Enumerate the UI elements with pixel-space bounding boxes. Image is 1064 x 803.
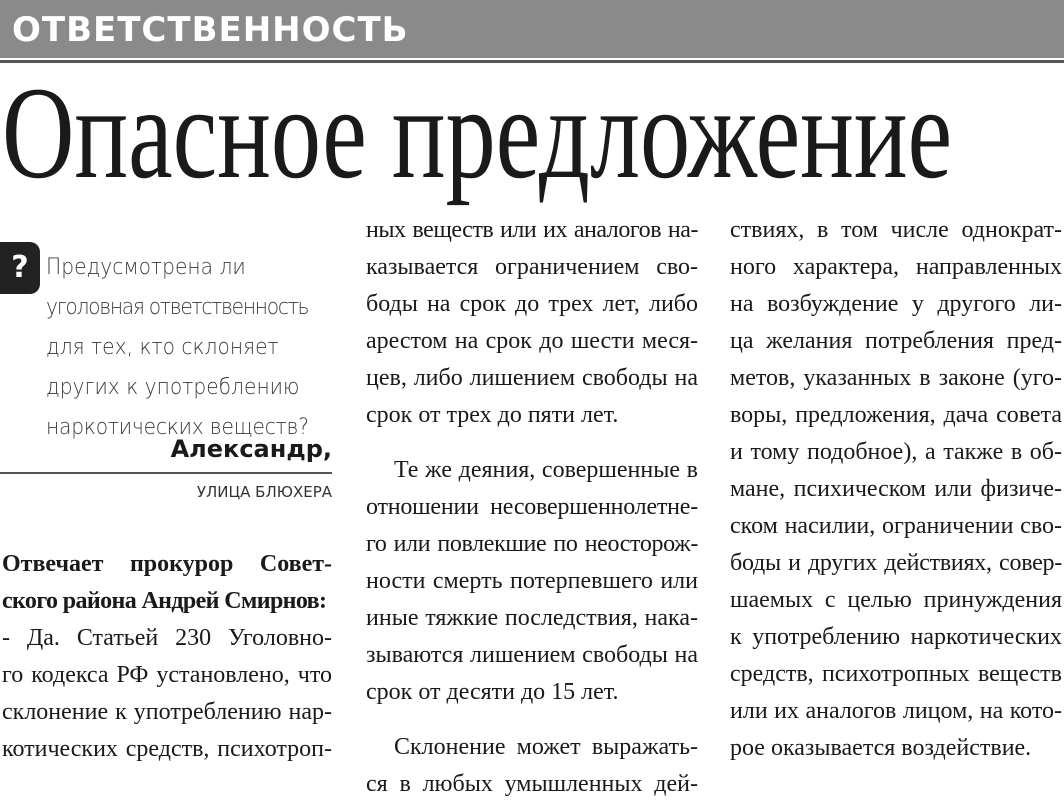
body-line: мане, психическом или физиче- [730,476,1062,502]
body-line: ся в любых умышленных дей- [366,771,698,797]
question-divider [0,472,332,474]
body-line: шаемых с целью принуждения [730,587,1062,613]
body-line: средств, психотропных веществ [730,661,1062,687]
body-line: и тому подобное), а также в об- [730,439,1062,465]
body-line: казывается ограничением сво- [366,254,698,280]
body-line: срок от трех до пяти лет. [366,402,619,428]
reader-question [46,248,313,448]
question-line: для тех, кто склоняет [46,335,279,360]
body-line: ности смерть потерпевшего или [366,568,698,594]
question-line: Предусмотрена ли [46,255,246,280]
body-line: ствиях, в том числе однократ- [730,217,1062,243]
body-line: боды на срок до трех лет, либо [366,291,698,317]
rubric-bar [0,0,1064,58]
body-line: ском насилии, ограничении сво- [730,513,1062,539]
body-line: воры, предложения, дача совета [730,402,1062,428]
text-column-2 [366,212,698,803]
body-line: го или повлекшие по неосторож- [366,531,698,557]
question-line: наркотических веществ? [46,415,309,440]
body-line: котических средств, психотроп- [2,736,332,762]
body-line: ного характера, направленных [730,254,1062,280]
body-line: ных веществ или их аналогов на- [366,217,698,243]
rubric-label: ОТВЕТСТВЕННОСТЬ [12,10,409,50]
body-line: го кодекса РФ установлено, что [2,662,332,688]
body-line: цев, либо лишением свободы на [366,365,698,391]
body-line: к употреблению наркотических [730,624,1062,650]
question-mark-icon: ? [0,242,40,294]
paragraph-gap [366,711,698,729]
body-line: или их аналогов лицом, на кото- [730,698,1062,724]
question-author-place: УЛИЦА БЛЮХЕРА [196,483,332,501]
answer-heading-line: Отвечает прокурор Совет- [2,551,332,577]
body-line: ца желания потребления пред- [730,328,1062,354]
body-line: на возбуждение у другого ли- [730,291,1062,317]
body-line: боды и других действиях, совер- [730,550,1062,576]
body-line: Склонение может выражать- [394,734,698,760]
body-line: зываются лишением свободы на [366,642,698,668]
paragraph-gap [366,434,698,452]
body-line: метов, указанных в законе (уго- [730,365,1062,391]
body-line: арестом на срок до шести меся- [366,328,698,354]
question-line: уголовная ответственность [46,295,309,320]
body-line: - Да. Статьей 230 Уголовно- [2,625,332,651]
article-headline: Опасное предложение [2,59,953,206]
answer-heading-line: ского района Андрей Смирнов: [2,588,327,614]
text-column-3 [730,212,1062,767]
text-column-1 [2,546,332,768]
body-line: Те же деяния, совершенные в [394,457,698,483]
body-line: срок от десяти до 15 лет. [366,679,619,705]
question-author: Александр, [170,435,332,463]
body-line: иные тяжкие последствия, нака- [366,605,698,631]
body-line: отношении несовершеннолетне- [366,494,698,520]
body-line: рое оказывается воздействие. [730,735,1032,761]
body-line: склонение к употреблению нар- [2,699,332,725]
question-line: других к употреблению [46,375,300,400]
